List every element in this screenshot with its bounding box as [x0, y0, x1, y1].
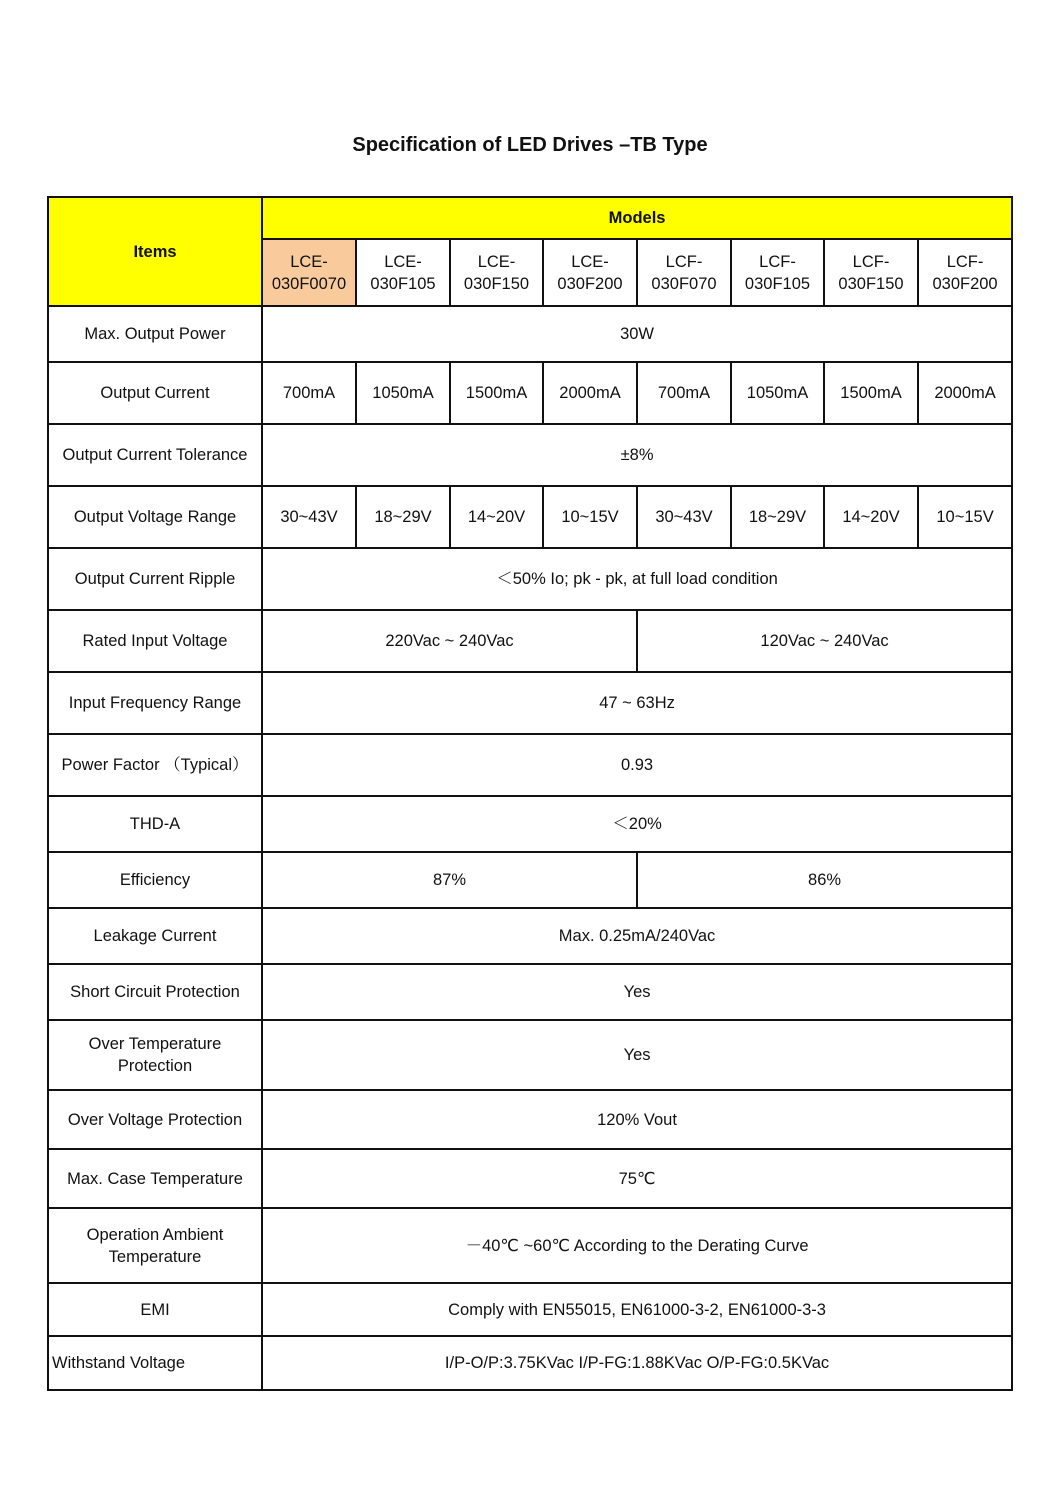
- row-value: 120% Vout: [262, 1090, 1012, 1149]
- model-lce-030f0070: LCE- 030F0070: [262, 239, 356, 306]
- row-max-output-power: [48, 306, 1012, 362]
- row-value-lce: 87%: [262, 852, 637, 908]
- row-label: Max. Output Power: [48, 306, 262, 362]
- model-lce-030f105: LCE- 030F105: [356, 239, 450, 306]
- row-label: Over Voltage Protection: [48, 1090, 262, 1149]
- models-header: Models: [262, 197, 1012, 239]
- cell-value: 1050mA: [731, 362, 824, 424]
- row-over-temperature-protection: [48, 1020, 1012, 1090]
- row-output-current: [48, 362, 1012, 424]
- row-operation-ambient-temperature: [48, 1208, 1012, 1283]
- row-value: －40℃ ~60℃ According to the Derating Curve: [262, 1208, 1012, 1283]
- cell-value: 14~20V: [824, 486, 918, 548]
- cell-value: 18~29V: [356, 486, 450, 548]
- row-value: ＜50% Io; pk - pk, at full load condition: [262, 548, 1012, 610]
- row-label: Withstand Voltage: [48, 1336, 262, 1390]
- row-label: Leakage Current: [48, 908, 262, 964]
- cell-value: 1050mA: [356, 362, 450, 424]
- items-header: Items: [48, 197, 262, 306]
- cell-value: 10~15V: [543, 486, 637, 548]
- row-value: 75℃: [262, 1149, 1012, 1208]
- row-label: Over Temperature Protection: [48, 1020, 262, 1090]
- row-label: Output Current Tolerance: [48, 424, 262, 486]
- page-title: Specification of LED Drives –TB Type: [352, 134, 708, 156]
- row-output-voltage-range: [48, 486, 1012, 548]
- cell-value: 18~29V: [731, 486, 824, 548]
- row-label: Short Circuit Protection: [48, 964, 262, 1020]
- row-output-current-ripple: [48, 548, 1012, 610]
- row-short-circuit-protection: [48, 964, 1012, 1020]
- cell-value: 30~43V: [262, 486, 356, 548]
- row-value: 47 ~ 63Hz: [262, 672, 1012, 734]
- row-label: Operation Ambient Temperature: [48, 1208, 262, 1283]
- row-value-lcf: 86%: [637, 852, 1012, 908]
- row-value: Yes: [262, 964, 1012, 1020]
- row-withstand-voltage: [48, 1336, 1012, 1390]
- cell-value: 700mA: [637, 362, 731, 424]
- row-value: I/P-O/P:3.75KVac I/P-FG:1.88KVac O/P-FG:0.5KVac: [262, 1336, 1012, 1390]
- cell-value: 14~20V: [450, 486, 543, 548]
- row-rated-input-voltage: [48, 610, 1012, 672]
- row-value-lce: 220Vac ~ 240Vac: [262, 610, 637, 672]
- cell-value: 2000mA: [543, 362, 637, 424]
- header-row-models: [48, 197, 1012, 239]
- row-label: Output Current: [48, 362, 262, 424]
- row-leakage-current: [48, 908, 1012, 964]
- cell-value: 10~15V: [918, 486, 1012, 548]
- row-power-factor: [48, 734, 1012, 796]
- row-over-voltage-protection: [48, 1090, 1012, 1149]
- row-thd-a: [48, 796, 1012, 852]
- cell-value: 30~43V: [637, 486, 731, 548]
- cell-value: 2000mA: [918, 362, 1012, 424]
- spec-table: [47, 196, 1013, 1391]
- row-value: Comply with EN55015, EN61000-3-2, EN61000-3-3: [262, 1283, 1012, 1336]
- model-lce-030f150: LCE- 030F150: [450, 239, 543, 306]
- row-label: Output Voltage Range: [48, 486, 262, 548]
- row-label: Power Factor （Typical）: [48, 734, 262, 796]
- row-label: Rated Input Voltage: [48, 610, 262, 672]
- row-value: 0.93: [262, 734, 1012, 796]
- cell-value: 1500mA: [450, 362, 543, 424]
- row-value: Max. 0.25mA/240Vac: [262, 908, 1012, 964]
- row-label: Input Frequency Range: [48, 672, 262, 734]
- row-value: ＜20%: [262, 796, 1012, 852]
- cell-value: 1500mA: [824, 362, 918, 424]
- model-lcf-030f105: LCF- 030F105: [731, 239, 824, 306]
- row-efficiency: [48, 852, 1012, 908]
- row-max-case-temperature: [48, 1149, 1012, 1208]
- model-lcf-030f200: LCF- 030F200: [918, 239, 1012, 306]
- row-emi: [48, 1283, 1012, 1336]
- row-input-frequency-range: [48, 672, 1012, 734]
- model-lce-030f200: LCE- 030F200: [543, 239, 637, 306]
- row-value: ±8%: [262, 424, 1012, 486]
- row-label: THD-A: [48, 796, 262, 852]
- row-value-lcf: 120Vac ~ 240Vac: [637, 610, 1012, 672]
- row-label: Max. Case Temperature: [48, 1149, 262, 1208]
- row-value: Yes: [262, 1020, 1012, 1090]
- model-lcf-030f150: LCF- 030F150: [824, 239, 918, 306]
- row-value: 30W: [262, 306, 1012, 362]
- row-label: Output Current Ripple: [48, 548, 262, 610]
- cell-value: 700mA: [262, 362, 356, 424]
- row-label: Efficiency: [48, 852, 262, 908]
- row-output-current-tolerance: [48, 424, 1012, 486]
- row-label: EMI: [48, 1283, 262, 1336]
- model-lcf-030f070: LCF- 030F070: [637, 239, 731, 306]
